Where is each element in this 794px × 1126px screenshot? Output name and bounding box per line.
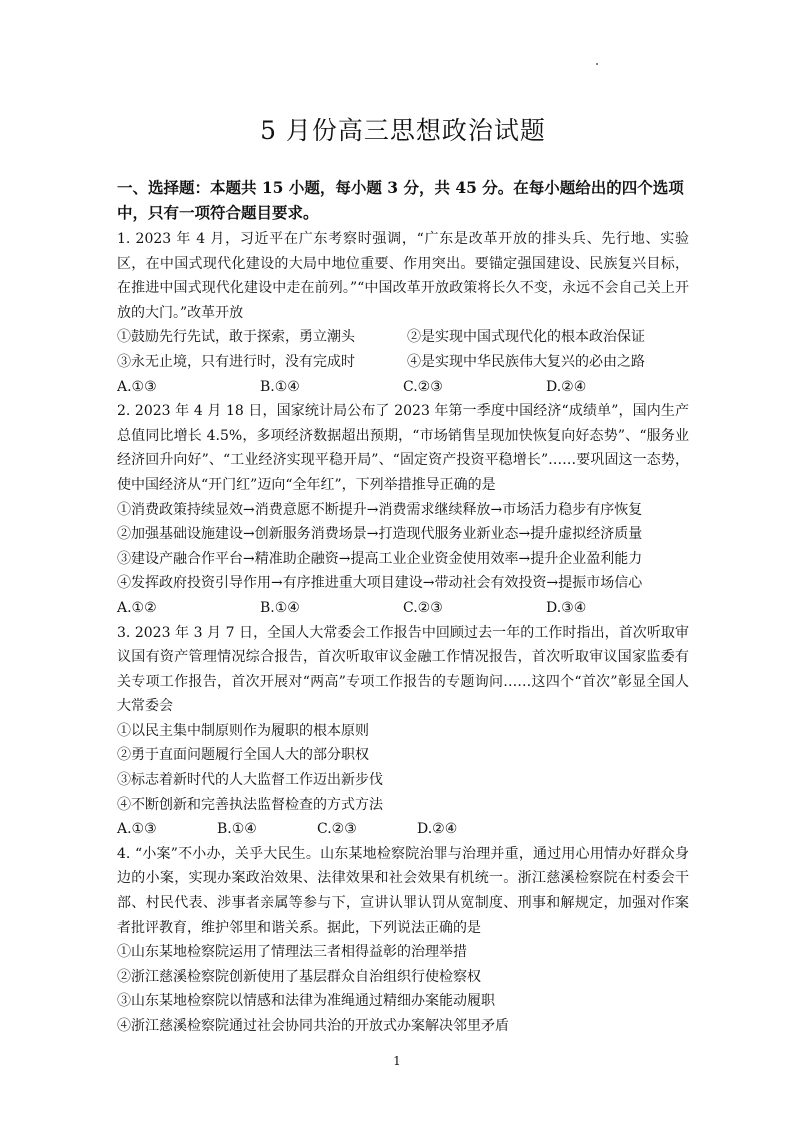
- answer-choices: [117, 817, 689, 842]
- option-row: [117, 350, 689, 375]
- question-2: [117, 399, 689, 620]
- option-2: ②加强基础设施建设→创新服务消费场景→打造现代服务业新业态→提升虚拟经济质量: [117, 526, 643, 543]
- answer-d: D.②④: [417, 821, 458, 838]
- answer-c: C.②③: [403, 599, 443, 616]
- answer-a: A.①③: [117, 378, 157, 395]
- question-stem: 3. 2023 年 3 月 7 日，全国人大常委会工作报告中回顾过去一年的工作时指出，首次听取审议国有资产管理情况综合报告，首次听取审议金融工作情况报告，首次听取审议国家监委有关专项工作报告，首次开展对“两高”专项工作报告的专题询问……这四个“首次”彰显全国人大常委会: [117, 624, 689, 715]
- option-3: ③山东某地检察院以情感和法律为准绳通过精细办案能动履职: [117, 993, 495, 1010]
- option-4: ④不断创新和完善执法监督检查的方式方法: [117, 796, 383, 813]
- answer-choices: [117, 596, 689, 621]
- scan-speck: [596, 63, 598, 65]
- option-3: ③永无止境，只有进行时，没有完成时: [117, 353, 355, 370]
- option-3: ③建设产融合作平台→精准助企融资→提高工业企业资金使用效率→提升企业盈利能力: [117, 550, 643, 567]
- option-1: ①鼓励先行先试，敢于探索，勇立潮头: [117, 329, 355, 346]
- option-1: ①以民主集中制原则作为履职的根本原则: [117, 722, 369, 739]
- option-2: ②浙江慈溪检察院创新使用了基层群众自治组织行使检察权: [117, 968, 481, 985]
- answer-a: A.①③: [117, 821, 157, 838]
- answer-b: B.①④: [260, 378, 300, 395]
- question-stem: 1. 2023 年 4 月，习近平在广东考察时强调，“广东是改革开放的排头兵、先行地、实验区，在中国式现代化建设的大局中地位重要、作用突出。要锚定强国建设、民族复兴目标，在推进中国式现代化建设中走在前列。”“中国改革开放政策将长久不变，永远不会自己关上开放的大门。”改革开放: [117, 231, 689, 321]
- question-3: [117, 621, 689, 842]
- question-stem: 2. 2023 年 4 月 18 日，国家统计局公布了 2023 年第一季度中国经济“成绩单”，国内生产总值同比增长 4.5%，多项经济数据超出预期，“市场销售呈现加快恢复向好态势”、“服务业经济回升向好”、“工业经济实现平稳开局”、“固定资产投资平稳增长”……要巩固这一态势，使中国经济从“开门红”迈向“全年红”，下列举措推导正确的是: [117, 403, 689, 493]
- option-1: ①消费政策持续显效→消费意愿不断提升→消费需求继续释放→市场活力稳步有序恢复: [117, 501, 643, 518]
- answer-c: C.②③: [317, 821, 357, 838]
- answer-d: D.③④: [546, 599, 587, 616]
- option-row: [117, 325, 689, 350]
- option-4: ④浙江慈溪检察院通过社会协同共治的开放式办案解决邻里矛盾: [117, 1018, 509, 1034]
- answer-d: D.②④: [546, 378, 587, 395]
- option-3: ③标志着新时代的人大监督工作迈出新步伐: [117, 772, 383, 789]
- page-number: 1: [393, 1054, 401, 1068]
- option-4: ④发挥政府投资引导作用→有序推进重大项目建设→带动社会有效投资→提振市场信心: [117, 575, 643, 592]
- answer-b: B.①④: [260, 599, 300, 616]
- option-1: ①山东某地检察院运用了情理法三者相得益彰的治理举措: [117, 944, 467, 961]
- question-4: [117, 842, 689, 1039]
- option-2: ②勇于直面问题履行全国人大的部分职权: [117, 747, 369, 764]
- option-4: ④是实现中华民族伟大复兴的必由之路: [407, 353, 645, 370]
- answer-choices: [117, 375, 689, 400]
- answer-a: A.①②: [117, 599, 157, 616]
- option-2: ②是实现中国式现代化的根本政治保证: [407, 329, 645, 346]
- page-title: 5 月份高三思想政治试题: [260, 116, 546, 145]
- page-content: [117, 113, 689, 1039]
- question-1: [117, 227, 689, 399]
- answer-b: B.①④: [217, 821, 257, 838]
- section-heading: 一、选择题：本题共 15 小题，每小题 3 分，共 45 分。在每小题给出的四个选项中，只有一项符合题目要求。: [117, 178, 684, 222]
- answer-c: C.②③: [403, 378, 443, 395]
- question-stem: 4. “小案”不小办，关乎大民生。山东某地检察院治罪与治理并重，通过用心用情办好群众身边的小案，实现办案政治效果、法律效果和社会效果有机统一。浙江慈溪检察院在村委会干部、村民代表、涉事者亲属等参与下，宣讲认罪认罚从宽制度、刑事和解规定，加强对作案者批评教育，维护邻里和谐关系。据此，下列说法正确的是: [117, 845, 689, 936]
